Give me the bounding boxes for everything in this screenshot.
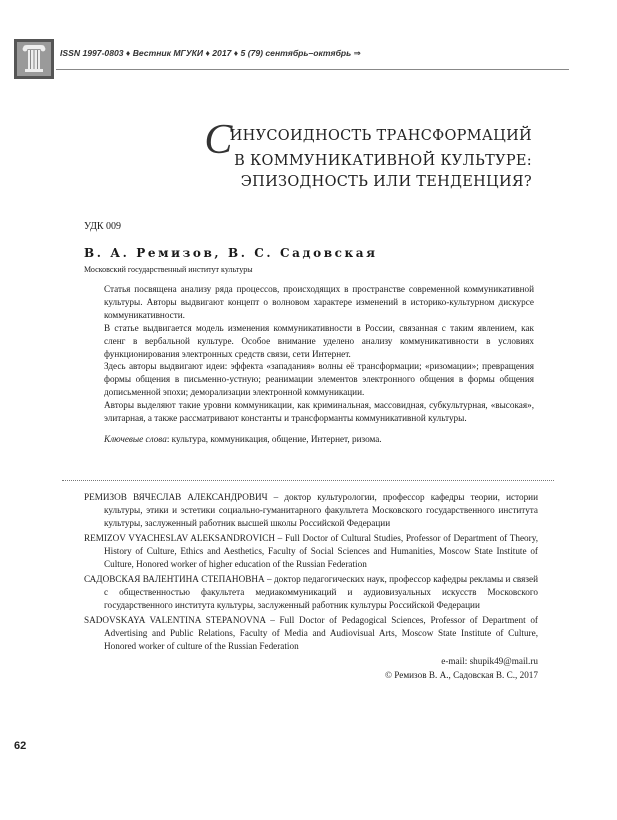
title-line-2: В КОММУНИКАТИВНОЙ КУЛЬТУРЕ: bbox=[234, 153, 532, 169]
keywords-list: : культура, коммуникация, общение, Интернет, ризома. bbox=[166, 433, 382, 444]
author-bio: САДОВСКАЯ ВАЛЕНТИНА СТЕПАНОВНА – доктор педагогических наук, профессор кафедры рекламы и связей с общественностью факультета медиакоммуникаций и аудиовизуальных искусств Московского государственного института культуры, заслуженный работник культуры Российской Федерации bbox=[84, 574, 538, 610]
article-title bbox=[152, 117, 532, 193]
udk-code: УДК 009 bbox=[84, 221, 122, 232]
authors: В. А. Ремизов, В. С. Садовская bbox=[84, 246, 378, 260]
abstract bbox=[104, 283, 534, 446]
journal-logo-icon bbox=[14, 39, 54, 79]
page-number: 62 bbox=[14, 740, 27, 752]
author-bio: РЕМИЗОВ ВЯЧЕСЛАВ АЛЕКСАНДРОВИЧ – доктор культурологии, профессор кафедры теории, истории культуры, этики и эстетики социально-гуманитарного факультета Московского государственного института культуры, заслуженный работник высшей школы Российской Федерации bbox=[84, 492, 538, 528]
affiliation: Московский государственный институт культуры bbox=[84, 265, 253, 274]
abstract-paragraph: В статье выдвигается модель изменения коммуникативности в России, связанная с таким явлением, как сленг в вербальной культуре. Особое внимание уделено анализу коммуникативности в условиях функционирования электронных средств связи, сети Интернет. bbox=[104, 322, 534, 359]
abstract-paragraph: Авторы выделяют такие уровни коммуникации, как криминальная, массовидная, субкультурная, «высокая», элитарная, а также рассматривают константы и трансформанты коммуникативной культуры. bbox=[104, 400, 534, 424]
title-line-3: ЭПИЗОДНОСТЬ ИЛИ ТЕНДЕНЦИЯ? bbox=[240, 174, 532, 190]
keywords-label: Ключевые слова bbox=[104, 433, 167, 444]
keywords bbox=[104, 433, 534, 446]
abstract-paragraph: Статья посвящена анализу ряда процессов, происходящих в пространстве современной коммуникативной культуры. Авторы выдвигают концепт о волновом характере изменений в историко-культурном дискурсе коммуникативности. bbox=[104, 284, 534, 320]
title-initial: С bbox=[204, 117, 233, 163]
header-rule bbox=[56, 69, 569, 70]
author-bio: SADOVSKAYA VALENTINA STEPANOVNA – Full Doctor of Pedagogical Sciences, Professor of Department of Advertising and Public Relations, Faculty of Media and Audiovisual Arts, Moscow State Institute of Culture, Honored worker of culture of the Russian Federation bbox=[84, 615, 538, 651]
copyright: © Ремизов В. А., Садовская В. С., 2017 bbox=[384, 670, 538, 680]
author-bios bbox=[84, 491, 538, 682]
title-line-1-rest: ИНУСОИДНОСТЬ ТРАНСФОРМАЦИЙ bbox=[229, 128, 532, 144]
section-divider bbox=[62, 480, 554, 481]
author-bio: REMIZOV VYACHESLAV ALEKSANDROVICH – Full Doctor of Cultural Studies, Professor of Department of Theory, History of Culture, Ethics and Aesthetics, Faculty of Social Sciences and Humanities, Moscow State Institute of Culture, Honored worker of higher education of the Russian Federation bbox=[84, 533, 538, 569]
email-link[interactable]: e-mail: shupik49@mail.ru bbox=[441, 656, 538, 666]
journal-header: ISSN 1997-0803 ♦ Вестник МГУКИ ♦ 2017 ♦ 5 (79) сентябрь–октябрь ⇒ bbox=[60, 48, 361, 58]
abstract-paragraph: Здесь авторы выдвигают идеи: эффекта «западания» волны её трансформации; «ризомации»; превращения формы общения в письменно-устную; реанимации элементов электронного общения в формы общения дописьменной эпохи; деморализации электронной коммуникации. bbox=[104, 361, 534, 398]
